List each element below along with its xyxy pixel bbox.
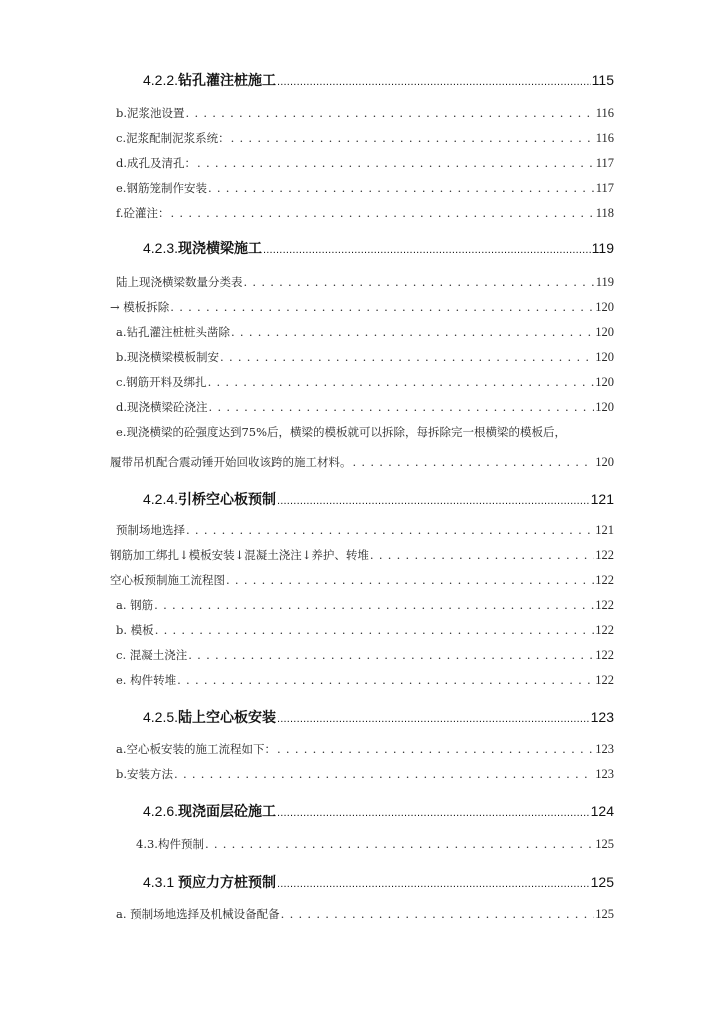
toc-page-number: 120 (595, 400, 614, 414)
toc-entry-label: e. 构件转堆 (116, 673, 177, 687)
dot-leader (155, 623, 595, 637)
toc-page-number: 122 (595, 548, 614, 562)
toc-heading-title: 现浇横梁施工 (178, 240, 263, 256)
dot-leader (244, 275, 595, 289)
toc-page-number: 125 (595, 837, 614, 851)
toc-entry-label: f.砼灌注： (116, 206, 170, 220)
toc-page-number: 117 (595, 156, 614, 170)
toc-page-number: 120 (595, 455, 614, 469)
dot-leader (281, 907, 595, 921)
toc-entry-label: 陆上现浇横梁数量分类表 (116, 275, 243, 289)
toc-page-number: 115 (591, 72, 614, 88)
toc-entry-label: b.泥浆池设置 (116, 106, 185, 120)
dot-leader (277, 874, 590, 890)
toc-page-number: 117 (595, 181, 614, 195)
dot-leader (208, 181, 595, 195)
dot-leader (154, 598, 594, 612)
dot-leader (174, 767, 594, 781)
toc-page-number: 125 (595, 907, 614, 921)
toc-entry[interactable] (116, 399, 614, 415)
toc-entry-label: 空心板预制施工流程图 (110, 573, 225, 587)
toc-page-number: 121 (595, 523, 614, 537)
toc-entry-label: 4.3.构件预制 (136, 837, 204, 851)
dot-leader (220, 350, 594, 364)
toc-entry-label: c.钢筋开料及绑扎 (116, 375, 207, 389)
toc-entry[interactable] (110, 547, 614, 563)
toc-entry[interactable] (116, 155, 614, 171)
toc-heading-title: 陆上空心板安装 (178, 709, 277, 725)
toc-heading-title: 钻孔灌注桩施工 (178, 72, 277, 88)
toc-page-number: 121 (590, 491, 614, 507)
dot-leader (277, 803, 590, 819)
toc-entry[interactable] (116, 741, 614, 757)
dot-leader (177, 673, 594, 687)
toc-entry[interactable] (110, 299, 614, 315)
toc-heading-number: 4.2.2. (143, 72, 179, 88)
dot-leader (277, 709, 590, 725)
toc-entry-label: b.现浇横梁模板制安 (116, 350, 220, 364)
toc-entry[interactable] (110, 454, 614, 470)
dot-leader (209, 400, 595, 414)
toc-heading-number: 4.2.3. (143, 240, 179, 256)
toc-heading-number: 4.2.6. (143, 803, 179, 819)
toc-page-number: 118 (595, 206, 614, 220)
dot-leader (186, 523, 594, 537)
toc-entry[interactable] (116, 324, 614, 340)
toc-heading-label (143, 872, 276, 892)
toc-heading-4-2-2[interactable] (143, 70, 614, 90)
dot-leader (277, 72, 591, 88)
dot-leader (186, 106, 595, 120)
toc-heading-label (143, 238, 262, 258)
toc-entry[interactable] (110, 572, 614, 588)
dot-leader (231, 131, 595, 145)
dot-leader (197, 156, 595, 170)
toc-heading-number: 4.2.4. (143, 491, 179, 507)
toc-page-number: 119 (595, 275, 614, 289)
toc-entry[interactable] (116, 672, 614, 688)
dot-leader (205, 837, 594, 851)
toc-heading-label (143, 707, 276, 727)
toc-entry-label: a.钻孔灌注桩桩头凿除 (116, 325, 231, 339)
toc-entry[interactable] (116, 105, 614, 121)
toc-page-number: 116 (595, 131, 614, 145)
toc-entry-label: 钢筋加工绑扎↓模板安装↓混凝土浇注↓养护、转堆 (110, 548, 369, 562)
toc-entry-label: d.成孔及清孔： (116, 156, 197, 170)
toc-page-number: 123 (590, 709, 614, 725)
toc-entry-label: c. 混凝土浇注 (116, 648, 188, 662)
toc-page-number: 122 (595, 623, 614, 637)
toc-page-number: 116 (595, 106, 614, 120)
toc-heading-number: 4.2.5. (143, 709, 179, 725)
toc-heading-4-2-6[interactable] (143, 801, 614, 821)
toc-page-number: 123 (595, 767, 614, 781)
toc-entry-label: 预制场地选择 (116, 523, 185, 537)
toc-entry[interactable] (116, 349, 614, 365)
toc-entry-label: a.空心板安装的施工流程如下： (116, 742, 277, 756)
toc-heading-4-2-5[interactable] (143, 707, 614, 727)
toc-entry[interactable] (116, 597, 614, 613)
toc-page-number: 125 (590, 874, 614, 890)
toc-entry-label: → 模板拆除 (110, 300, 170, 314)
toc-entry[interactable] (116, 906, 614, 922)
dot-leader (277, 491, 590, 507)
toc-page-number: 119 (591, 240, 614, 256)
toc-entry[interactable] (116, 205, 614, 221)
toc-page-number: 122 (595, 598, 614, 612)
toc-heading-title: 现浇面层砼施工 (178, 803, 277, 819)
dot-leader (188, 648, 594, 662)
dot-leader (231, 325, 594, 339)
toc-entry[interactable] (116, 766, 614, 782)
toc-entry[interactable] (116, 647, 614, 663)
toc-page-number: 122 (595, 573, 614, 587)
toc-entry-label: b. 模板 (116, 623, 154, 637)
toc-entry-label: c.泥浆配制泥浆系统： (116, 131, 230, 145)
toc-heading-label (143, 489, 276, 509)
toc-heading-4-2-4[interactable] (143, 489, 614, 509)
toc-page-number: 120 (595, 350, 614, 364)
toc-heading-number: 4.3.1 (143, 874, 179, 890)
toc-page-number: 120 (595, 300, 614, 314)
toc-page-number: 124 (590, 803, 614, 819)
toc-heading-label (143, 70, 276, 90)
toc-page-number: 120 (595, 325, 614, 339)
toc-entry[interactable] (136, 836, 614, 852)
dot-leader (208, 375, 595, 389)
dot-leader (370, 548, 594, 562)
toc-heading-title: 预应力方桩预制 (178, 874, 277, 890)
toc-entry[interactable] (116, 130, 614, 146)
toc-entry[interactable] (116, 274, 614, 290)
toc-heading-title: 引桥空心板预制 (178, 491, 277, 507)
toc-entry[interactable] (116, 622, 614, 638)
toc-entry-label: b.安装方法 (116, 767, 174, 781)
dot-leader (171, 206, 595, 220)
toc-page-number: 122 (595, 648, 614, 662)
toc-entry-label: e.现浇横梁的砼强度达到75%后，横梁的模板就可以拆除，每拆除完一根横梁的模板后， (116, 425, 567, 439)
toc-entry-label: d.现浇横梁砼浇注 (116, 400, 208, 414)
toc-page-number: 122 (595, 673, 614, 687)
toc-heading-4-3-1[interactable] (143, 872, 614, 892)
dot-leader (277, 742, 594, 756)
toc-heading-4-2-3[interactable] (143, 238, 614, 258)
toc-heading-label (143, 801, 276, 821)
toc-entry[interactable] (116, 180, 614, 196)
dot-leader (353, 455, 595, 469)
dot-leader (170, 300, 594, 314)
toc-entry-label: a. 钢筋 (116, 598, 154, 612)
toc-entry-label: e.钢筋笼制作安装 (116, 181, 207, 195)
toc-entry-label: a. 预制场地选择及机械设备配备 (116, 907, 280, 921)
toc-page-number: 120 (595, 375, 614, 389)
toc-entry[interactable] (116, 374, 614, 390)
toc-page-number: 123 (595, 742, 614, 756)
dot-leader (263, 240, 591, 256)
toc-entry-label: 履带吊机配合震动锤开始回收该跨的施工材料。 (110, 455, 352, 469)
dot-leader (226, 573, 594, 587)
toc-entry-continued[interactable] (116, 424, 614, 440)
toc-entry[interactable] (116, 522, 614, 538)
